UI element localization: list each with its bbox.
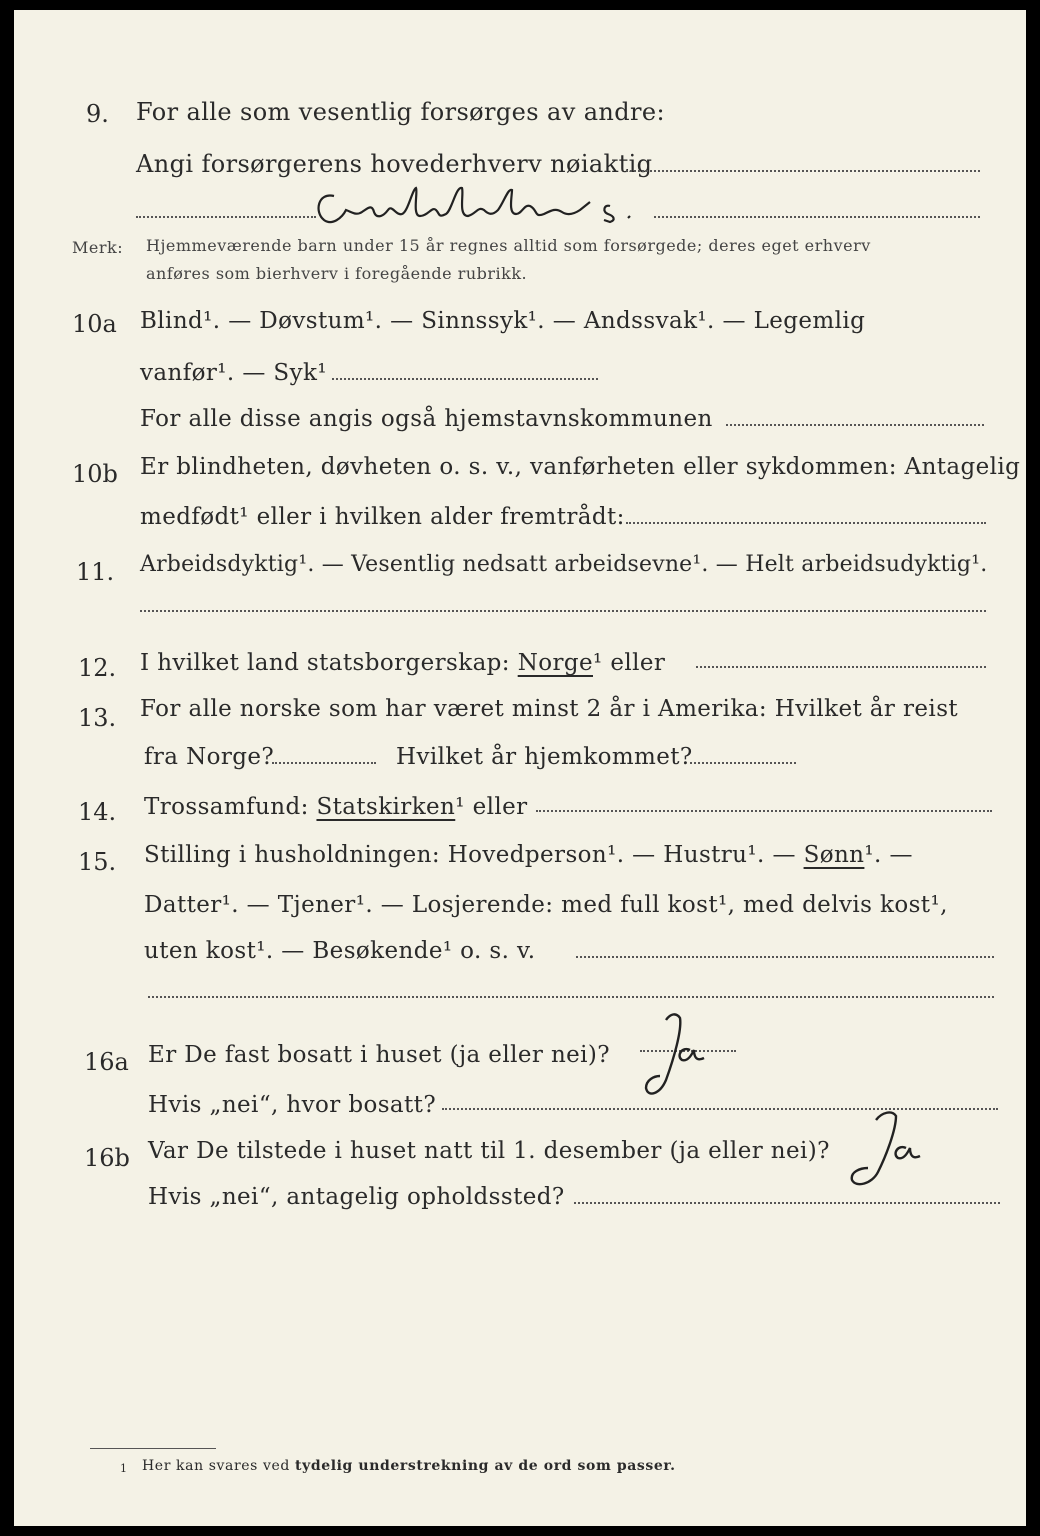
q10a-number: 10a — [72, 310, 117, 338]
q12-text — [140, 650, 665, 676]
footnote-text-bold: tydelig understrekning av de ord som passer. — [295, 1458, 676, 1474]
q12-fill — [696, 666, 986, 668]
footnote-text — [142, 1458, 676, 1474]
q12-number: 12. — [78, 654, 117, 682]
q12-prefix: I hvilket land statsborgerskap: — [140, 650, 510, 676]
q9-line1: For alle som vesentlig forsørges av andre: — [136, 98, 666, 126]
note-line2: anføres som bierhverv i foregående rubrikk. — [146, 264, 528, 283]
q12-suffix: ¹ eller — [593, 650, 666, 676]
q16b-handwritten-answer — [840, 1106, 950, 1196]
q16b-line1: Var De tilstede i huset natt til 1. desember (ja eller nei)? — [148, 1138, 830, 1164]
q16b-number: 16b — [84, 1144, 130, 1172]
q16a-number: 16a — [84, 1048, 129, 1076]
q13-number: 13. — [78, 704, 117, 732]
q9-handwritten-answer — [312, 182, 652, 232]
q16b-line2: Hvis „nei“, antagelig opholdssted? — [148, 1184, 565, 1210]
q10a-line3-fill — [726, 424, 984, 426]
q15-line3: uten kost¹. — Besøkende¹ o. s. v. — [144, 938, 536, 964]
q13-line2b: Hvilket år hjemkommet? — [396, 744, 693, 770]
q10a-line3: For alle disse angis også hjemstavnskommunen — [140, 406, 713, 432]
footnote-text-plain: Her kan svares ved — [142, 1458, 290, 1474]
q14-fill — [536, 810, 992, 812]
q15-line1-underlined: Sønn — [803, 842, 865, 868]
q11-number: 11. — [76, 558, 115, 586]
q10a-line2: vanfør¹. — Syk¹ — [140, 360, 327, 386]
q11-line1: Arbeidsdyktig¹. — Vesentlig nedsatt arbeidsevne¹. — Helt arbeidsudyktig¹. — [140, 552, 988, 577]
q10b-line2: medfødt¹ eller i hvilken alder fremtrådt: — [140, 504, 625, 530]
q14-suffix: ¹ eller — [455, 794, 528, 820]
q14-prefix: Trossamfund: — [144, 794, 309, 820]
q9-number: 9. — [86, 100, 109, 128]
q15-line2: Datter¹. — Tjener¹. — Losjerende: med full kost¹, med delvis kost¹, — [144, 892, 948, 918]
q15-number: 15. — [78, 848, 117, 876]
q9-answer-fill-right — [654, 216, 980, 218]
q13-line2a-fill — [272, 762, 376, 764]
q11-answer-fill — [140, 610, 986, 612]
footnote-rule — [90, 1448, 216, 1449]
q10b-line2-fill — [626, 522, 986, 524]
q13-line1: For alle norske som har været minst 2 år i Amerika: Hvilket år reist — [140, 696, 959, 722]
q9-line2-fill — [626, 170, 980, 172]
q15-line1-prefix: Stilling i husholdningen: Hovedperson¹. — Hustru¹. — — [144, 842, 796, 868]
q15-line3-fill — [576, 956, 994, 958]
q10a-line2-fill — [332, 378, 598, 380]
q14-text — [144, 794, 528, 820]
q9-line2: Angi forsørgerens hovederhverv nøiaktig — [136, 150, 653, 178]
note-label: Merk: — [72, 238, 124, 257]
q10b-number: 10b — [72, 460, 118, 488]
census-form-page — [14, 10, 1026, 1526]
q16a-line1: Er De fast bosatt i huset (ja eller nei)? — [148, 1042, 611, 1068]
note-line1: Hjemmeværende barn under 15 år regnes alltid som forsørgede; deres eget erhverv — [146, 236, 871, 255]
footnote-mark: 1 — [120, 1462, 128, 1475]
q14-number: 14. — [78, 798, 117, 826]
q16a-line2: Hvis „nei“, hvor bosatt? — [148, 1092, 437, 1118]
q9-answer-fill-left — [136, 216, 316, 218]
q16b-line2-fill — [574, 1202, 1000, 1204]
q13-line2a: fra Norge? — [144, 744, 275, 770]
q15-line1-suffix: ¹. — — [864, 842, 913, 868]
q14-underlined: Statskirken — [316, 794, 456, 820]
q15-line1 — [144, 842, 913, 868]
q15-answer-fill — [148, 996, 994, 998]
q10b-line1: Er blindheten, døvheten o. s. v., vanførheten eller sykdommen: Antagelig — [140, 454, 1021, 480]
q13-line2b-fill — [690, 762, 796, 764]
q10a-line1: Blind¹. — Døvstum¹. — Sinnssyk¹. — Andssvak¹. — Legemlig — [140, 308, 866, 334]
q16a-handwritten-answer — [636, 1010, 716, 1100]
q12-underlined: Norge — [517, 650, 593, 676]
